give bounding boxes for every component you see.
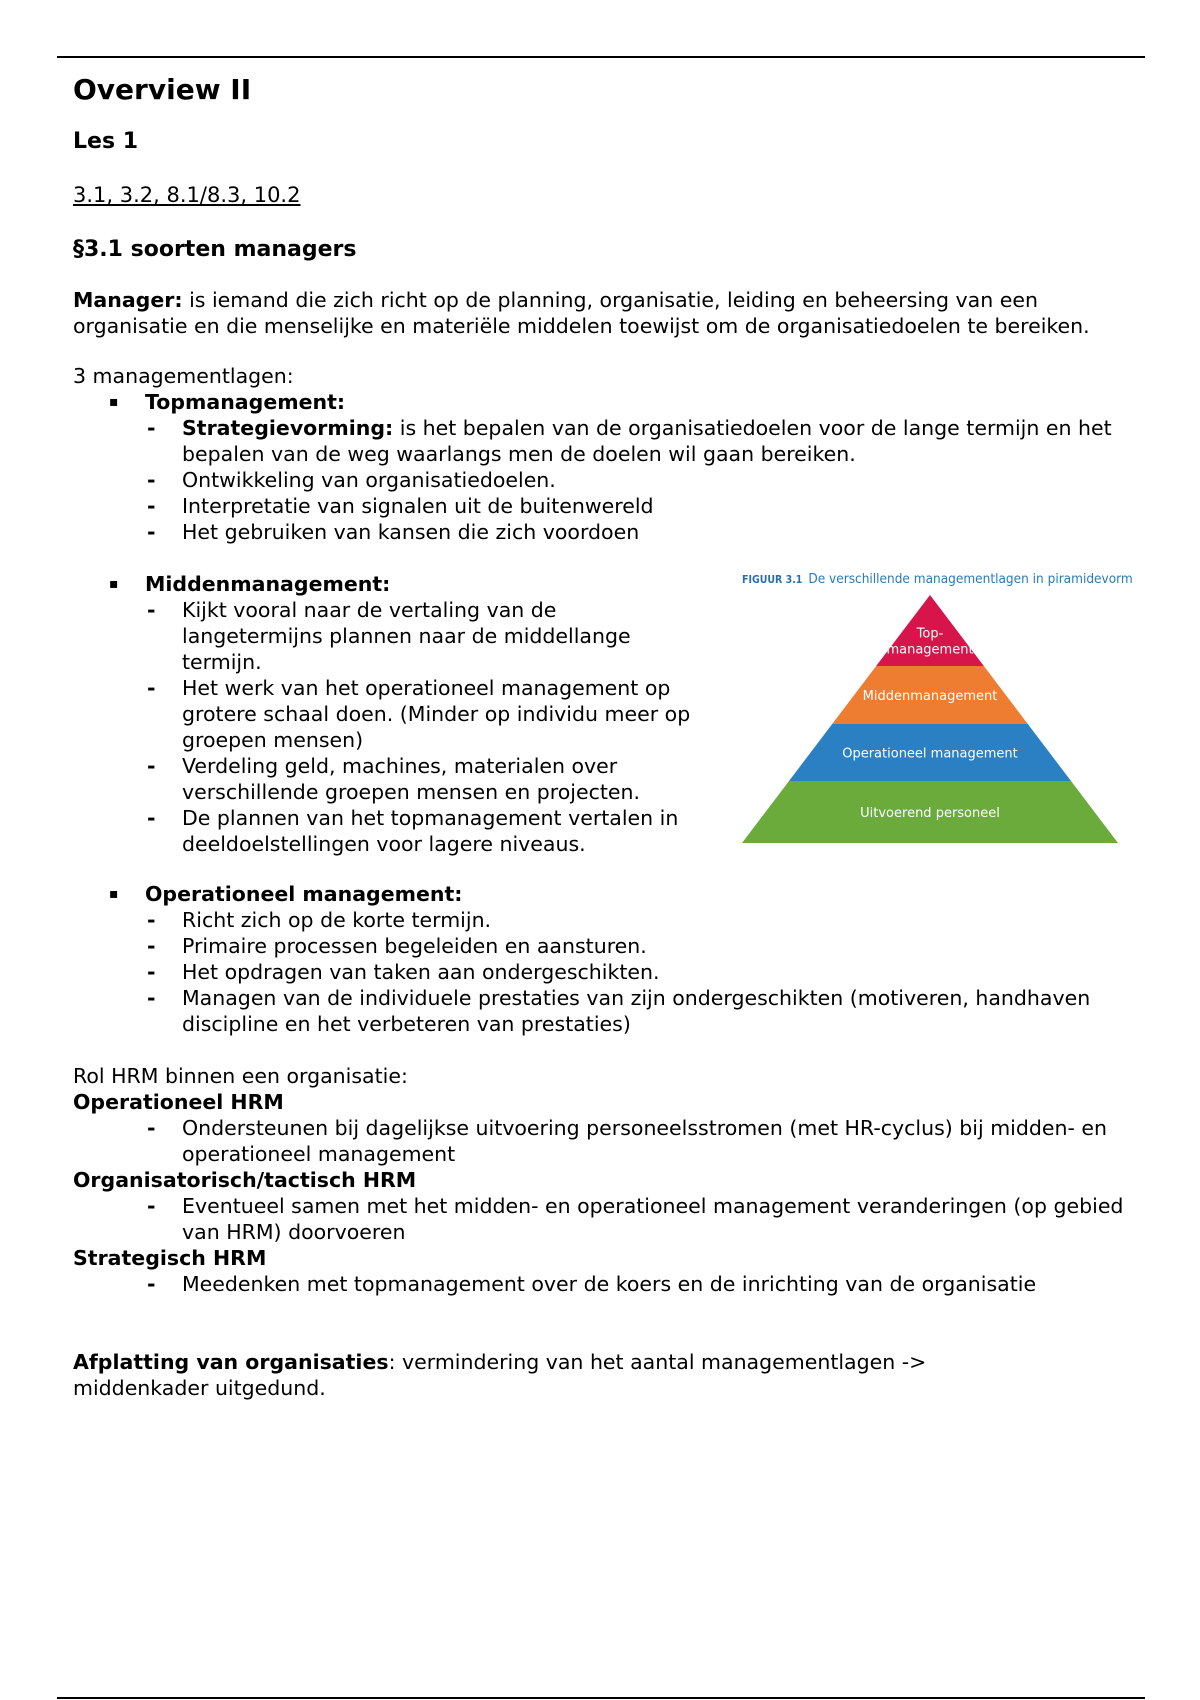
dash-icon: - bbox=[147, 986, 156, 1010]
flattening-definition bbox=[73, 1349, 1023, 1401]
manager-definition bbox=[73, 287, 1133, 339]
layer-title: Operationeel management: bbox=[145, 882, 463, 906]
item-text: is het bepalen van de organisatiedoelen voor de lange termijn en het bepalen van de weg waarlangs men de doelen wil gaan bereiken. bbox=[182, 416, 1112, 466]
page-title: Overview II bbox=[73, 73, 252, 106]
layer-item bbox=[73, 881, 1133, 907]
bottom-rule bbox=[57, 1697, 1145, 1699]
layers-intro: 3 managementlagen: bbox=[73, 364, 294, 388]
item-text: Het werk van het operationeel management op grotere schaal doen. (Minder op individu meer op groepen mensen) bbox=[182, 676, 691, 752]
list-item bbox=[73, 415, 1133, 467]
list-item bbox=[73, 907, 1133, 933]
pyramid-chart bbox=[740, 591, 1160, 881]
hrm-role-title bbox=[73, 1245, 1133, 1271]
item-text: Primaire processen begeleiden en aansturen. bbox=[182, 934, 647, 958]
item-bold: Strategievorming: bbox=[182, 416, 394, 440]
square-bullet-icon: ▪ bbox=[109, 394, 119, 410]
item-text: Managen van de individuele prestaties van zijn ondergeschikten (motiveren, handhaven discipline en het verbeteren van prestaties) bbox=[182, 986, 1091, 1036]
item-text: Interpretatie van signalen uit de buitenwereld bbox=[182, 494, 654, 518]
layer-list-top bbox=[73, 389, 1133, 545]
hrm-role-title-text: Strategisch HRM bbox=[73, 1246, 267, 1270]
item-text: Eventueel samen met het midden- en operationeel management veranderingen (op gebied van HRM) doorvoeren bbox=[182, 1194, 1124, 1244]
layer-item bbox=[73, 389, 1133, 415]
figure-caption-text: De verschillende managementlagen in piramidevorm bbox=[808, 571, 1133, 587]
list-item bbox=[73, 467, 1133, 493]
item-text: Richt zich op de korte termijn. bbox=[182, 908, 492, 932]
list-item bbox=[73, 959, 1133, 985]
hrm-role-title bbox=[73, 1089, 1133, 1115]
list-item bbox=[73, 1271, 1133, 1297]
pyramid-figure bbox=[740, 571, 1180, 881]
section-heading: §3.1 soorten managers bbox=[73, 237, 357, 262]
item-text: Ontwikkeling van organisatiedoelen. bbox=[182, 468, 556, 492]
square-bullet-icon: ▪ bbox=[109, 576, 119, 592]
pyramid-label: Uitvoerend personeel bbox=[860, 806, 1000, 821]
chapter-list: 3.1, 3.2, 8.1/8.3, 10.2 bbox=[73, 183, 301, 207]
item-text: Meedenken met topmanagement over de koers en de inrichting van de organisatie bbox=[182, 1272, 1037, 1296]
hrm-role-title bbox=[73, 1167, 1133, 1193]
hrm-role-title-text: Organisatorisch/tactisch HRM bbox=[73, 1168, 417, 1192]
dash-icon: - bbox=[147, 676, 156, 700]
dash-icon: - bbox=[147, 598, 156, 622]
list-item bbox=[73, 985, 1133, 1037]
item-text: Kijkt vooral naar de vertaling van de langetermijns plannen naar de middellange termijn. bbox=[182, 598, 631, 674]
list-item bbox=[73, 519, 1133, 545]
list-item bbox=[73, 1193, 1133, 1245]
list-item bbox=[73, 493, 1133, 519]
item-text: Ondersteunen bij dagelijkse uitvoering personeelsstromen (met HR-cyclus) bij midden- en operationeel management bbox=[182, 1116, 1108, 1166]
hrm-role-title-text: Operationeel HRM bbox=[73, 1090, 284, 1114]
list-item bbox=[73, 933, 1133, 959]
manager-definition-text: is iemand die zich richt op de planning, organisatie, leiding en beheersing van een organisatie en die menselijke en materiële middelen toewijst om de organisatiedoelen te bereiken. bbox=[73, 288, 1090, 338]
dash-icon: - bbox=[147, 1116, 156, 1140]
layer-list-operational bbox=[73, 881, 1133, 1037]
dash-icon: - bbox=[147, 520, 156, 544]
layer-title: Topmanagement: bbox=[145, 390, 346, 414]
list-item bbox=[73, 1115, 1133, 1167]
list-item bbox=[73, 597, 782, 675]
hrm-role-list bbox=[73, 1089, 1133, 1297]
pyramid-label: Operationeel management bbox=[842, 746, 1018, 762]
flattening-term: Afplatting van organisaties bbox=[73, 1350, 389, 1374]
dash-icon: - bbox=[147, 1272, 156, 1296]
item-text: De plannen van het topmanagement vertalen in deeldoelstellingen voor lagere niveaus. bbox=[182, 806, 679, 856]
item-text: Het gebruiken van kansen die zich voordoen bbox=[182, 520, 640, 544]
list-item bbox=[73, 675, 782, 753]
square-bullet-icon: ▪ bbox=[109, 886, 119, 902]
dash-icon: - bbox=[147, 908, 156, 932]
dash-icon: - bbox=[147, 934, 156, 958]
dash-icon: - bbox=[147, 1194, 156, 1218]
dash-icon: - bbox=[147, 960, 156, 984]
list-item bbox=[73, 753, 782, 805]
layer-title: Middenmanagement: bbox=[145, 572, 391, 596]
dash-icon: - bbox=[147, 494, 156, 518]
lesson-heading: Les 1 bbox=[73, 129, 139, 154]
dash-icon: - bbox=[147, 754, 156, 778]
dash-icon: - bbox=[147, 806, 156, 830]
pyramid-label: Top- bbox=[916, 626, 944, 642]
item-text: Verdeling geld, machines, materialen over verschillende groepen mensen en projecten. bbox=[182, 754, 640, 804]
top-rule bbox=[57, 56, 1145, 58]
figure-caption bbox=[742, 571, 1133, 587]
flattening-text: : vermindering van het aantal managementlagen -> middenkader uitgedund. bbox=[73, 1350, 927, 1400]
hrm-intro: Rol HRM binnen een organisatie: bbox=[73, 1064, 408, 1088]
manager-term: Manager: bbox=[73, 288, 183, 312]
pyramid-label: management bbox=[886, 642, 974, 658]
item-text: Het opdragen van taken aan ondergeschikten. bbox=[182, 960, 660, 984]
pyramid-label: Middenmanagement bbox=[862, 689, 998, 704]
figure-label: FIGUUR 3.1 bbox=[742, 574, 803, 586]
list-item bbox=[73, 805, 782, 857]
dash-icon: - bbox=[147, 416, 156, 440]
dash-icon: - bbox=[147, 468, 156, 492]
